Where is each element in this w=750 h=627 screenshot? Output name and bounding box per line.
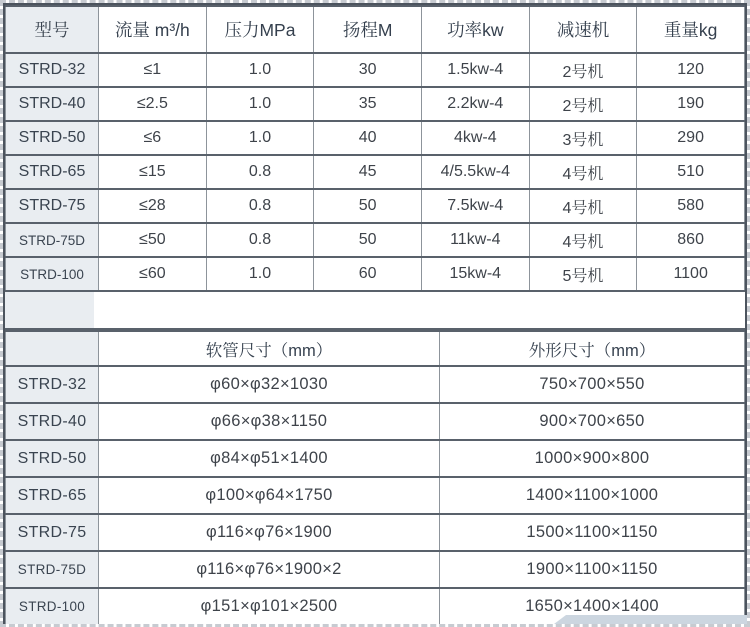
column-header: 扬程M bbox=[314, 6, 422, 53]
spec-cell: ≤2.5 bbox=[99, 87, 207, 121]
table-row bbox=[6, 257, 745, 291]
spec-cell: 60 bbox=[314, 257, 422, 291]
spec-tables-container bbox=[3, 3, 747, 627]
spec-cell: 15kw-4 bbox=[421, 257, 529, 291]
model-cell: STRD-65 bbox=[6, 155, 99, 189]
dimension-cell: 900×700×650 bbox=[440, 403, 745, 440]
spec-cell: 1.0 bbox=[206, 257, 314, 291]
table-row bbox=[6, 514, 745, 551]
column-header: 软管尺寸（mm） bbox=[99, 331, 440, 366]
dimension-cell: 1000×900×800 bbox=[440, 440, 745, 477]
model-cell: STRD-32 bbox=[6, 53, 99, 87]
dimension-cell: 750×700×550 bbox=[440, 366, 745, 403]
spec-cell: 1.5kw-4 bbox=[421, 53, 529, 87]
spec-cell: 45 bbox=[314, 155, 422, 189]
spacer-row bbox=[5, 292, 745, 330]
model-cell: STRD-75D bbox=[6, 223, 99, 257]
column-header: 外形尺寸（mm） bbox=[440, 331, 745, 366]
table-row bbox=[6, 551, 745, 588]
spec-cell: 4号机 bbox=[529, 189, 637, 223]
column-header: 减速机 bbox=[529, 6, 637, 53]
spec-cell: 4号机 bbox=[529, 223, 637, 257]
spec-cell: 11kw-4 bbox=[421, 223, 529, 257]
spec-cell: 1100 bbox=[637, 257, 745, 291]
spec-cell: 1.0 bbox=[206, 53, 314, 87]
dimension-spec-table-body bbox=[6, 366, 745, 625]
spec-cell: 30 bbox=[314, 53, 422, 87]
dimension-cell: φ60×φ32×1030 bbox=[99, 366, 440, 403]
dimension-spec-table-head bbox=[6, 331, 745, 366]
table-row bbox=[6, 403, 745, 440]
spec-cell: 3号机 bbox=[529, 121, 637, 155]
model-cell: STRD-100 bbox=[6, 257, 99, 291]
table-row bbox=[6, 121, 745, 155]
spec-cell: 2.2kw-4 bbox=[421, 87, 529, 121]
pump-spec-table-head bbox=[6, 6, 745, 53]
table-row bbox=[6, 189, 745, 223]
blank-header-cell bbox=[6, 331, 99, 366]
spec-cell: 40 bbox=[314, 121, 422, 155]
dimension-cell: φ151×φ101×2500 bbox=[99, 588, 440, 625]
column-header: 功率kw bbox=[421, 6, 529, 53]
table-row bbox=[6, 155, 745, 189]
header-row bbox=[6, 331, 745, 366]
spec-cell: 50 bbox=[314, 189, 422, 223]
dimension-cell: φ84×φ51×1400 bbox=[99, 440, 440, 477]
spacer-row-header-cell bbox=[5, 292, 94, 328]
spec-cell: ≤15 bbox=[99, 155, 207, 189]
spec-cell: 2号机 bbox=[529, 87, 637, 121]
column-header: 流量 m³/h bbox=[99, 6, 207, 53]
spec-cell: ≤1 bbox=[99, 53, 207, 87]
dimension-spec-table bbox=[5, 330, 745, 626]
spec-cell: 4kw-4 bbox=[421, 121, 529, 155]
spec-cell: ≤6 bbox=[99, 121, 207, 155]
spec-cell: 190 bbox=[637, 87, 745, 121]
model-cell: STRD-75 bbox=[6, 514, 99, 551]
model-cell: STRD-100 bbox=[6, 588, 99, 625]
column-header: 重量kg bbox=[637, 6, 745, 53]
spec-cell: 120 bbox=[637, 53, 745, 87]
spec-cell: 4/5.5kw-4 bbox=[421, 155, 529, 189]
spec-cell: 0.8 bbox=[206, 223, 314, 257]
spec-cell: ≤60 bbox=[99, 257, 207, 291]
table-row bbox=[6, 53, 745, 87]
spec-cell: 0.8 bbox=[206, 155, 314, 189]
dimension-cell: φ116×φ76×1900×2 bbox=[99, 551, 440, 588]
spec-cell: 35 bbox=[314, 87, 422, 121]
model-column-header: 型号 bbox=[6, 6, 99, 53]
spec-cell: 1.0 bbox=[206, 87, 314, 121]
dimension-cell: φ100×φ64×1750 bbox=[99, 477, 440, 514]
model-cell: STRD-40 bbox=[6, 87, 99, 121]
model-cell: STRD-75 bbox=[6, 189, 99, 223]
pump-spec-table bbox=[5, 5, 745, 292]
table-row bbox=[6, 440, 745, 477]
spec-cell: 2号机 bbox=[529, 53, 637, 87]
spec-cell: 0.8 bbox=[206, 189, 314, 223]
header-row bbox=[6, 6, 745, 53]
table-row bbox=[6, 223, 745, 257]
spec-cell: 860 bbox=[637, 223, 745, 257]
dimension-cell: 1650×1400×1400 bbox=[440, 588, 745, 625]
model-cell: STRD-40 bbox=[6, 403, 99, 440]
dimension-cell: 1500×1100×1150 bbox=[440, 514, 745, 551]
spec-cell: 1.0 bbox=[206, 121, 314, 155]
dimension-cell: 1900×1100×1150 bbox=[440, 551, 745, 588]
table-row bbox=[6, 366, 745, 403]
table-row bbox=[6, 477, 745, 514]
spec-cell: ≤50 bbox=[99, 223, 207, 257]
spec-cell: 510 bbox=[637, 155, 745, 189]
column-header: 压力MPa bbox=[206, 6, 314, 53]
spec-cell: 580 bbox=[637, 189, 745, 223]
dimension-cell: φ116×φ76×1900 bbox=[99, 514, 440, 551]
spec-cell: 290 bbox=[637, 121, 745, 155]
model-cell: STRD-32 bbox=[6, 366, 99, 403]
pump-spec-table-body bbox=[6, 53, 745, 291]
corner-accent-shape bbox=[550, 615, 750, 627]
model-cell: STRD-50 bbox=[6, 440, 99, 477]
spec-cell: 7.5kw-4 bbox=[421, 189, 529, 223]
dimension-cell: φ66×φ38×1150 bbox=[99, 403, 440, 440]
spec-cell: 50 bbox=[314, 223, 422, 257]
dimension-cell: 1400×1100×1000 bbox=[440, 477, 745, 514]
spec-cell: 5号机 bbox=[529, 257, 637, 291]
model-cell: STRD-50 bbox=[6, 121, 99, 155]
spec-cell: ≤28 bbox=[99, 189, 207, 223]
spec-cell: 4号机 bbox=[529, 155, 637, 189]
table-row bbox=[6, 87, 745, 121]
model-cell: STRD-65 bbox=[6, 477, 99, 514]
model-cell: STRD-75D bbox=[6, 551, 99, 588]
